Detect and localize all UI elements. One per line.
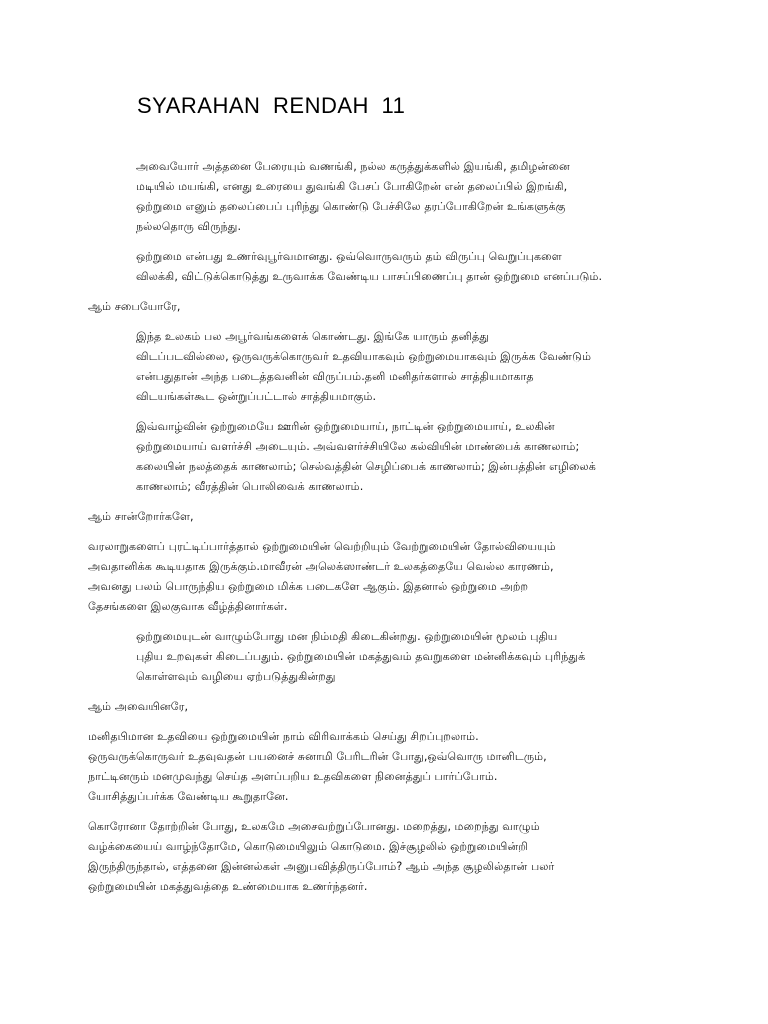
- text-line: நல்லதொரு விருந்து.: [136, 220, 242, 233]
- text-line: அவையோர் அத்தனை பேரையும் வணங்கி, நல்ல கருத்துக்களில் இயங்கி, தமிழன்னை: [136, 160, 570, 173]
- text-line: ஆம் அவையினரே,: [88, 700, 189, 713]
- paragraph: [88, 727, 688, 807]
- text-line: விலக்கி, விட்டுக்கொடுத்து உருவாக்க வேண்டிய பாசப்பிணைப்பு தான் ஒற்றுமை எனப்படும்.: [136, 270, 603, 283]
- text-line: நாட்டினரும் மனமுவந்து செய்த அளப்பறிய உதவிகளை நினைத்துப் பார்ப்போம்.: [88, 770, 498, 783]
- paragraph: [88, 627, 688, 687]
- document-body: [88, 157, 688, 907]
- paragraph: [88, 297, 688, 317]
- text-line: ஒற்றுமையாய் வளர்ச்சி அடையும். அவ்வளர்ச்சியிலே கல்வியின் மாண்பைக் காணலாம்;: [136, 440, 580, 453]
- text-line: என்பதுதான் அந்த படைத்தவனின் விருப்பம்.தனி மனிதர்களால் சாத்தியமாகாத: [136, 370, 534, 383]
- text-line: அவனது பலம் பொருந்திய ஒற்றுமை மிக்க படைகளே ஆகும். இதனால் ஒற்றுமை அற்ற: [88, 580, 529, 593]
- text-line: கலையின் நலத்தைக் காணலாம்; செல்வத்தின் செழிப்பைக் காணலாம்; இன்பத்தின் எழிலைக்: [136, 460, 596, 473]
- text-line: தேசங்களை இலகுவாக வீழ்த்தினார்கள்.: [88, 600, 288, 613]
- text-line: இவ்வாழ்வின் ஒற்றுமையே ஊரின் ஒற்றுமையாய், நாட்டின் ஒற்றுமையாய், உலகின்: [136, 420, 555, 433]
- text-line: விடப்படவில்லை, ஒருவருக்கொருவர் உதவியாகவும் ஒற்றுமையாகவும் இருக்க வேண்டும்: [136, 350, 592, 363]
- text-line: காணலாம்; வீரத்தின் பொலிவைக் காணலாம்.: [136, 480, 364, 493]
- text-line: யோசித்துப்பர்க்க வேண்டிய கூறுதானே.: [88, 790, 289, 803]
- text-line: மனிதபிமான உதவியை ஒற்றுமையின் நாம் விரிவாக்கம் செய்து சிறப்புறலாம்.: [88, 730, 479, 743]
- text-line: விடயங்கள்கூட ஒன்றுப்பட்டால் சாத்தியமாகும்.: [136, 390, 377, 403]
- text-line: கொரோனா தோற்றின் போது, உலகமே அசைவற்றுப்போனது. மறைத்து, மறைந்து வாழும்: [88, 820, 540, 833]
- paragraph: [88, 507, 688, 527]
- text-line: அவதானிக்க கூடியதாக இருக்கும்.மாவீரன் அலெக்ஸாண்டர் உலகத்தையே வெல்ல காரணம்,: [88, 560, 554, 573]
- paragraph: [88, 417, 688, 497]
- document-title: SYARAHAN RENDAH 11: [137, 93, 406, 118]
- paragraph: [88, 697, 688, 717]
- text-line: ஒற்றுமை என்பது உணர்வுபூர்வமானது. ஒவ்வொருவரும் தம் விருப்பு வெறுப்புகளை: [136, 250, 562, 263]
- text-line: மடியில் மயங்கி, எனது உரையை துவங்கி பேசப் போகிறேன் என் தலைப்பில் இறங்கி,: [136, 180, 568, 193]
- paragraph: [88, 537, 688, 617]
- text-line: ஒருவருக்கொருவர் உதவுவதன் பயனைச் சுனாமி பேரிடரின் போது,ஒவ்வொரு மானிடரும்,: [88, 750, 547, 763]
- text-line: வழ்க்கையைய் வாழ்ந்தோமே, கொடுமையிலும் கொடுமை. இச்சூழலில் ஒற்றுமையின்றி: [88, 840, 528, 853]
- text-line: கொள்ளவும் வழியை ஏற்படுத்துகின்றது: [136, 670, 336, 683]
- text-line: இருந்திருந்தால், எத்தனை இன்னல்கள் அனுபவித்திருப்போம்? ஆம் அந்த சூழலில்தான் பலர்: [88, 860, 555, 873]
- text-line: வரலாறுகளைப் புரட்டிப்பார்த்தால் ஒற்றுமையின் வெற்றியும் வேற்றுமையின் தோல்வியையும்: [88, 540, 556, 553]
- paragraph: [88, 817, 688, 897]
- paragraph: [88, 157, 688, 237]
- text-line: ஆம் சபையோரே,: [88, 300, 181, 313]
- paragraph: [88, 247, 688, 287]
- text-line: ஆம் சான்றோர்களே,: [88, 510, 194, 523]
- text-line: ஒற்றுமையுடன் வாழும்போது மன நிம்மதி கிடைகின்றது. ஒற்றுமையின் மூலம் புதிய: [136, 630, 558, 643]
- text-line: ஒற்றுமையின் மகத்துவத்தை உண்மையாக உணர்ந்தனர்.: [88, 880, 368, 893]
- text-line: புதிய உறவுகள் கிடைப்பதும். ஒற்றுமையின் மகத்துவம் தவறுகளை மன்னிக்கவும் புரிந்துக்: [136, 650, 586, 663]
- paragraph: [88, 327, 688, 407]
- text-line: ஒற்றுமை எனும் தலைப்பைப் புரிந்து கொண்டு பேச்சிலே தரப்போகிறேன் உங்களுக்கு: [136, 200, 566, 213]
- text-line: இந்த உலகம் பல அபூர்வங்களைக் கொண்டது. இங்கே யாரும் தனித்து: [136, 330, 490, 343]
